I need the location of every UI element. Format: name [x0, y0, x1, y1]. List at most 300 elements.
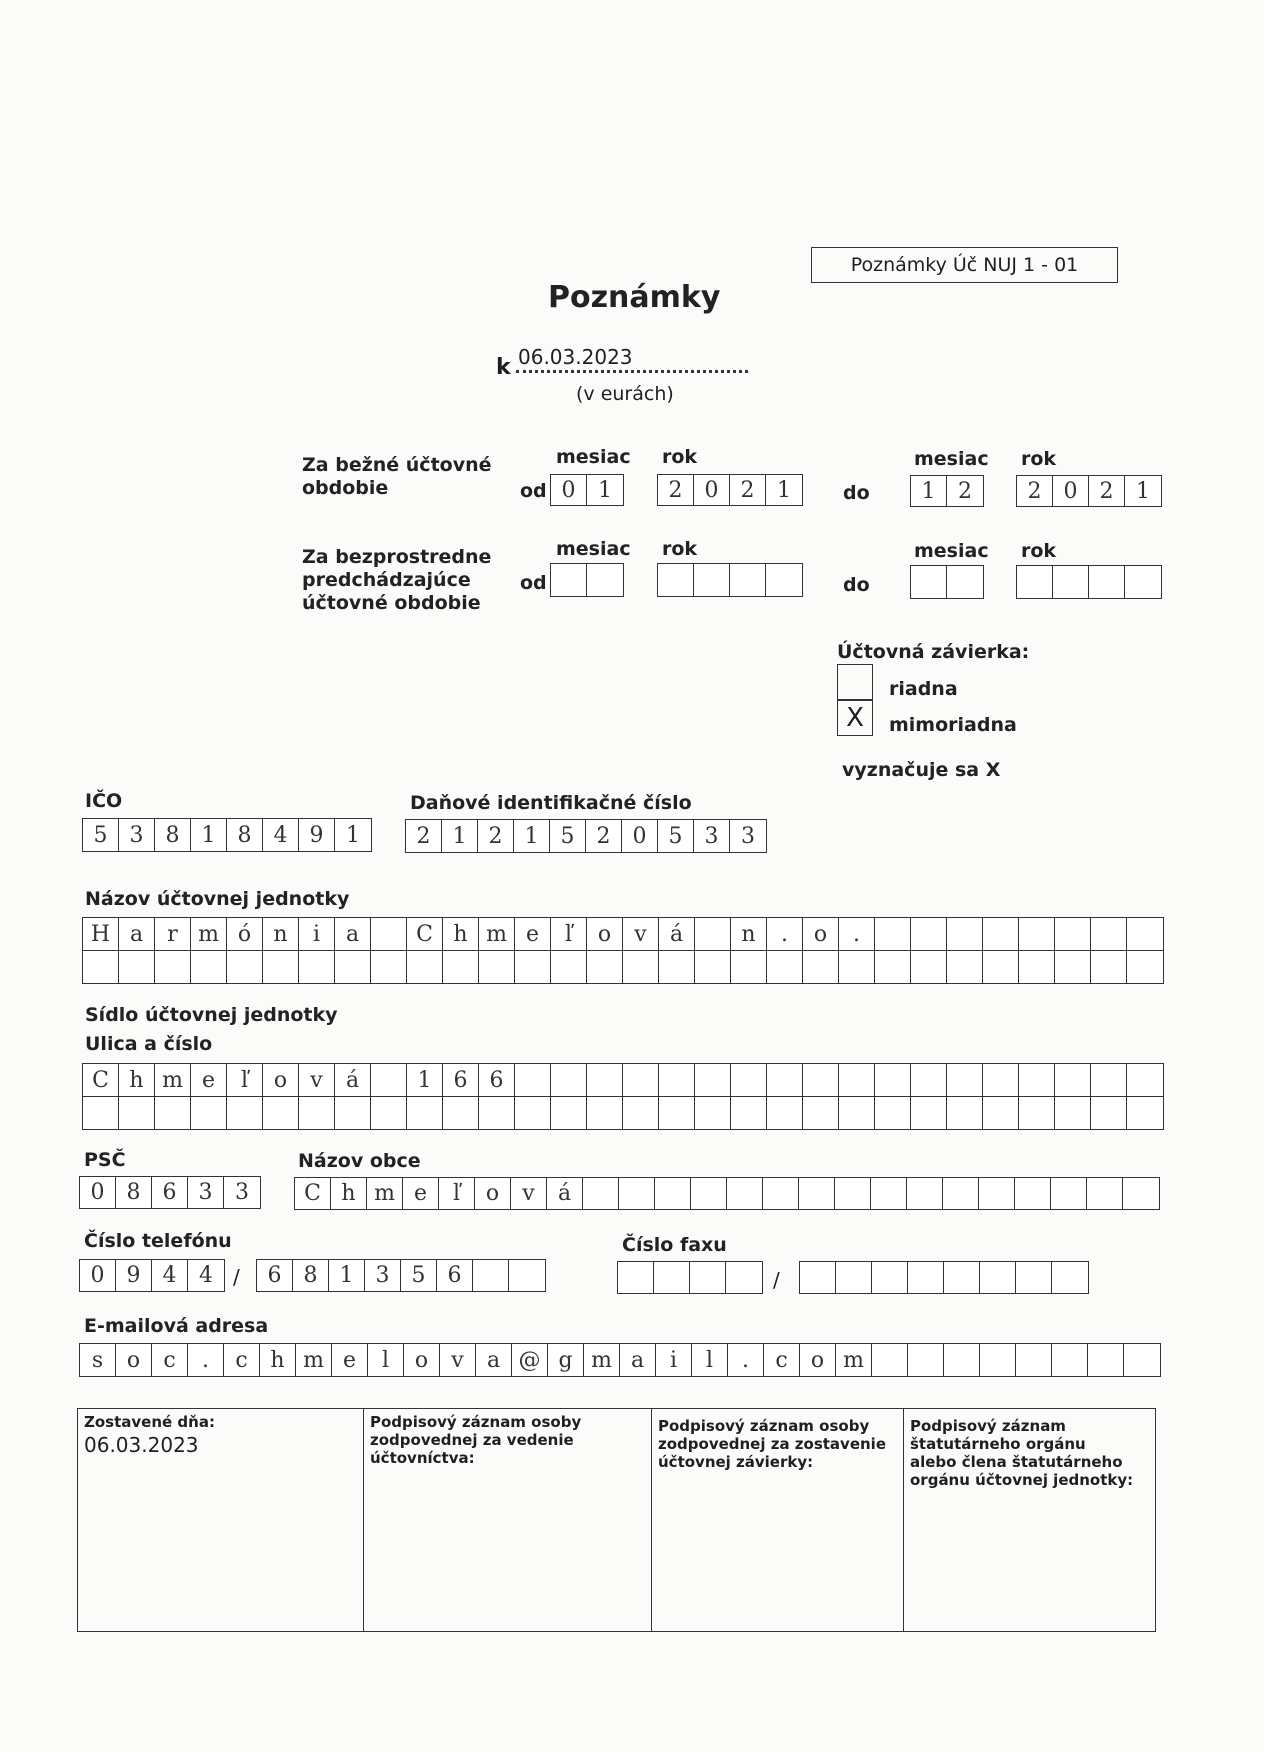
char-cell[interactable]	[515, 951, 551, 983]
char-cell[interactable]: 2	[586, 820, 622, 852]
char-cell[interactable]	[83, 1097, 119, 1129]
previous-do-label: do	[843, 574, 870, 596]
char-cell[interactable]	[726, 1262, 762, 1293]
zavierka-label: Účtovná závierka:	[837, 641, 1030, 663]
char-cell[interactable]	[1015, 1178, 1051, 1209]
char-cell[interactable]	[1055, 951, 1091, 983]
char-cell[interactable]: 0	[1053, 476, 1089, 506]
char-cell[interactable]: 0	[694, 475, 730, 505]
char-cell[interactable]	[695, 951, 731, 983]
char-cell[interactable]	[1087, 1178, 1123, 1209]
char-cell[interactable]	[911, 1064, 947, 1096]
zostavene-cell	[84, 1413, 215, 1457]
char-cell[interactable]	[1088, 1344, 1124, 1376]
char-cell[interactable]: l	[692, 1344, 728, 1376]
char-cell[interactable]	[839, 1064, 875, 1096]
telefon-label: Číslo telefónu	[84, 1230, 232, 1252]
char-cell[interactable]	[911, 566, 947, 598]
char-cell[interactable]	[655, 1178, 691, 1209]
char-cell[interactable]: 5	[401, 1260, 437, 1291]
char-cell[interactable]	[1051, 1178, 1087, 1209]
char-cell[interactable]: .	[728, 1344, 764, 1376]
char-cell[interactable]: á	[335, 1064, 371, 1096]
char-cell[interactable]	[767, 951, 803, 983]
char-cell[interactable]	[731, 1064, 767, 1096]
char-cell[interactable]: 1	[911, 476, 947, 506]
current-do-label: do	[843, 482, 870, 504]
char-cell[interactable]	[658, 564, 694, 596]
char-cell[interactable]	[227, 951, 263, 983]
char-cell[interactable]	[515, 1097, 551, 1129]
char-cell[interactable]: e	[403, 1178, 439, 1209]
char-cell[interactable]	[619, 1178, 655, 1209]
char-cell[interactable]: o	[475, 1178, 511, 1209]
char-cell[interactable]	[191, 1097, 227, 1129]
char-cell[interactable]: 3	[741, 823, 755, 849]
ulica-field[interactable]	[82, 1063, 1164, 1130]
signature-statutar-label: Podpisový záznam štatutárneho orgánu alebo člena štatutárneho orgánu účtovnej jednotky:	[910, 1417, 1134, 1489]
char-cell[interactable]	[947, 918, 983, 950]
char-cell[interactable]	[839, 1097, 875, 1129]
char-cell[interactable]: l	[368, 1344, 404, 1376]
char-cell[interactable]: 2	[1089, 476, 1125, 506]
char-cell[interactable]	[1127, 1064, 1163, 1096]
telefon-slash: /	[233, 1265, 240, 1289]
current-rok-from-label: rok	[662, 446, 698, 468]
signature-divider-3	[903, 1409, 904, 1631]
char-cell[interactable]	[983, 1097, 1019, 1129]
char-cell[interactable]	[1019, 951, 1055, 983]
char-cell[interactable]: 2	[406, 820, 442, 852]
char-cell[interactable]: 8	[155, 819, 191, 851]
char-cell[interactable]	[587, 1064, 623, 1096]
char-cell[interactable]: 2	[730, 475, 766, 505]
char-cell[interactable]	[691, 1178, 727, 1209]
current-from-year[interactable]	[657, 474, 803, 506]
char-cell[interactable]	[299, 951, 335, 983]
char-cell[interactable]: 1	[514, 820, 550, 852]
char-cell[interactable]: m	[155, 1064, 191, 1096]
char-cell[interactable]: 0	[622, 820, 658, 852]
telefon-number-field[interactable]	[256, 1259, 546, 1292]
char-cell[interactable]: 5	[658, 820, 694, 852]
char-row	[83, 1064, 1163, 1097]
char-cell[interactable]	[803, 951, 839, 983]
char-cell[interactable]: 1	[442, 820, 478, 852]
char-cell[interactable]: 3	[119, 819, 155, 851]
previous-to-year[interactable]	[1016, 565, 1162, 599]
char-cell[interactable]: C	[83, 1064, 119, 1096]
char-cell[interactable]: a	[119, 918, 155, 950]
char-cell[interactable]	[551, 1097, 587, 1129]
char-cell[interactable]: ľ	[227, 1064, 263, 1096]
char-cell[interactable]	[1055, 1097, 1091, 1129]
char-cell[interactable]	[979, 1178, 1015, 1209]
char-cell[interactable]: m	[367, 1178, 403, 1209]
current-mesiac-from-label: mesiac	[556, 446, 631, 468]
email-field[interactable]	[79, 1343, 1161, 1377]
char-cell[interactable]	[623, 1064, 659, 1096]
char-cell[interactable]	[1091, 1097, 1127, 1129]
char-cell[interactable]	[944, 1344, 980, 1376]
char-cell[interactable]	[479, 951, 515, 983]
char-cell[interactable]	[659, 1064, 695, 1096]
page-title: Poznámky	[548, 280, 721, 315]
char-cell[interactable]: 1	[191, 819, 227, 851]
char-cell[interactable]	[947, 1097, 983, 1129]
char-cell[interactable]	[623, 1097, 659, 1129]
char-cell[interactable]: r	[155, 918, 191, 950]
form-code-box	[811, 247, 1118, 283]
char-cell[interactable]: n	[731, 918, 767, 950]
char-cell[interactable]	[155, 951, 191, 983]
char-cell[interactable]: a	[620, 1344, 656, 1376]
char-cell[interactable]	[947, 951, 983, 983]
char-cell[interactable]: v	[623, 918, 659, 950]
char-cell[interactable]	[191, 951, 227, 983]
char-cell[interactable]	[1052, 1344, 1088, 1376]
char-cell[interactable]: @	[512, 1344, 548, 1376]
char-cell[interactable]: m	[584, 1344, 620, 1376]
char-cell[interactable]	[551, 564, 587, 596]
char-cell[interactable]: 1	[1136, 478, 1150, 504]
char-cell[interactable]	[119, 951, 155, 983]
char-cell[interactable]	[551, 1064, 587, 1096]
char-cell[interactable]: n	[263, 918, 299, 950]
char-cell[interactable]: .	[767, 918, 803, 950]
char-cell[interactable]	[515, 1064, 551, 1096]
char-cell[interactable]	[911, 1097, 947, 1129]
char-cell[interactable]: 9	[299, 819, 335, 851]
char-cell[interactable]	[335, 951, 371, 983]
char-cell[interactable]	[836, 1262, 872, 1293]
char-cell[interactable]: h	[260, 1344, 296, 1376]
char-cell[interactable]	[299, 1097, 335, 1129]
char-cell[interactable]: 1	[407, 1064, 443, 1096]
char-cell[interactable]	[479, 1097, 515, 1129]
char-cell[interactable]: e	[515, 918, 551, 950]
char-cell[interactable]: c	[152, 1344, 188, 1376]
char-cell[interactable]: .	[839, 918, 875, 950]
char-cell[interactable]	[155, 1097, 191, 1129]
char-cell[interactable]	[875, 951, 911, 983]
char-cell[interactable]	[659, 1097, 695, 1129]
char-cell[interactable]	[335, 1097, 371, 1129]
char-cell[interactable]	[1055, 1064, 1091, 1096]
char-cell[interactable]	[947, 1064, 983, 1096]
char-cell[interactable]: C	[407, 918, 443, 950]
char-cell[interactable]: 0	[80, 1260, 116, 1291]
char-cell[interactable]	[875, 1097, 911, 1129]
char-cell[interactable]	[839, 951, 875, 983]
char-cell[interactable]	[263, 1097, 299, 1129]
previous-od-label: od	[520, 572, 547, 594]
char-cell[interactable]	[1016, 1344, 1052, 1376]
char-cell[interactable]: 1	[329, 1260, 365, 1291]
obec-field[interactable]	[294, 1177, 1160, 1210]
date-value: 06.03.2023	[518, 345, 633, 369]
char-cell[interactable]: ľ	[551, 918, 587, 950]
char-cell[interactable]: o	[404, 1344, 440, 1376]
char-cell[interactable]	[871, 1178, 907, 1209]
char-cell[interactable]	[980, 1344, 1016, 1376]
char-cell[interactable]: 1	[598, 477, 612, 503]
char-cell[interactable]	[803, 1097, 839, 1129]
char-cell[interactable]	[1125, 566, 1161, 598]
char-cell[interactable]: ó	[227, 918, 263, 950]
char-cell[interactable]: h	[443, 918, 479, 950]
char-cell[interactable]	[943, 1178, 979, 1209]
char-cell[interactable]	[983, 1064, 1019, 1096]
char-cell[interactable]	[371, 918, 407, 950]
char-cell[interactable]	[1123, 1178, 1159, 1209]
char-cell[interactable]: H	[83, 918, 119, 950]
char-cell[interactable]: 4	[199, 1263, 213, 1288]
unit-label: (v eurách)	[576, 383, 674, 405]
char-cell[interactable]	[1019, 1064, 1055, 1096]
char-cell[interactable]: s	[80, 1344, 116, 1376]
char-cell[interactable]: 5	[83, 819, 119, 851]
char-cell[interactable]	[875, 1064, 911, 1096]
char-cell[interactable]	[980, 1262, 1016, 1293]
char-cell[interactable]: o	[116, 1344, 152, 1376]
char-cell[interactable]: 3	[365, 1260, 401, 1291]
char-cell[interactable]	[371, 1097, 407, 1129]
char-cell[interactable]	[551, 951, 587, 983]
char-cell[interactable]	[911, 951, 947, 983]
char-cell[interactable]	[1091, 918, 1127, 950]
char-cell[interactable]	[800, 1262, 836, 1293]
char-cell[interactable]: 8	[227, 819, 263, 851]
char-cell[interactable]: m	[479, 918, 515, 950]
char-cell[interactable]: 6	[437, 1260, 473, 1291]
char-cell[interactable]: á	[547, 1178, 583, 1209]
char-cell[interactable]	[473, 1260, 509, 1291]
char-cell[interactable]	[509, 1260, 545, 1291]
mimoriadna-checkbox[interactable]	[837, 700, 873, 736]
char-cell[interactable]: c	[764, 1344, 800, 1376]
fax-label: Číslo faxu	[622, 1234, 727, 1256]
char-cell[interactable]	[731, 951, 767, 983]
char-cell[interactable]: o	[263, 1064, 299, 1096]
char-cell[interactable]	[908, 1262, 944, 1293]
current-from-month[interactable]	[550, 474, 624, 506]
char-cell[interactable]	[1089, 566, 1125, 598]
char-cell[interactable]	[659, 951, 695, 983]
psc-field[interactable]	[79, 1176, 261, 1209]
char-cell[interactable]: 0	[551, 475, 587, 505]
char-cell[interactable]	[618, 1262, 654, 1293]
char-cell[interactable]	[835, 1178, 871, 1209]
mimoriadna-label: mimoriadna	[889, 714, 1017, 736]
char-cell[interactable]	[944, 1262, 980, 1293]
char-cell[interactable]	[727, 1178, 763, 1209]
char-cell[interactable]	[443, 1097, 479, 1129]
zostavene-label: Zostavené dňa:	[84, 1413, 215, 1431]
char-cell[interactable]	[1127, 1097, 1163, 1129]
char-cell[interactable]: m	[191, 918, 227, 950]
char-cell[interactable]: a	[335, 918, 371, 950]
char-cell[interactable]	[1055, 918, 1091, 950]
ulica-label: Ulica a číslo	[85, 1033, 213, 1055]
zostavene-value: 06.03.2023	[84, 1433, 199, 1457]
current-to-month[interactable]	[910, 475, 984, 507]
char-cell[interactable]: 4	[152, 1260, 188, 1291]
char-cell[interactable]	[690, 1262, 726, 1293]
char-cell[interactable]: 5	[550, 820, 586, 852]
char-cell[interactable]: v	[299, 1064, 335, 1096]
char-cell[interactable]: v	[440, 1344, 476, 1376]
char-cell[interactable]	[947, 566, 983, 598]
char-cell[interactable]	[908, 1344, 944, 1376]
char-cell[interactable]: ľ	[439, 1178, 475, 1209]
char-row	[83, 951, 1163, 983]
char-cell[interactable]	[1127, 918, 1163, 950]
char-cell[interactable]	[83, 951, 119, 983]
char-cell[interactable]: o	[800, 1344, 836, 1376]
char-cell[interactable]	[872, 1344, 908, 1376]
char-cell[interactable]	[730, 564, 766, 596]
char-cell[interactable]: 2	[958, 478, 972, 504]
char-cell[interactable]: C	[295, 1178, 331, 1209]
char-cell[interactable]	[694, 564, 730, 596]
char-cell[interactable]	[1124, 1344, 1160, 1376]
dic-label: Daňové identifikačné číslo	[410, 792, 692, 814]
char-cell[interactable]: 9	[116, 1260, 152, 1291]
char-cell[interactable]	[371, 951, 407, 983]
char-cell[interactable]: á	[659, 918, 695, 950]
char-cell[interactable]: a	[476, 1344, 512, 1376]
signature-table	[77, 1408, 1156, 1632]
signature-zavierka-label: Podpisový záznam osoby zodpovednej za zostavenie účtovnej závierky:	[658, 1417, 886, 1471]
sidlo-label: Sídlo účtovnej jednotky	[85, 1004, 338, 1026]
char-cell[interactable]	[407, 1097, 443, 1129]
char-cell[interactable]	[872, 1262, 908, 1293]
char-cell[interactable]	[443, 951, 479, 983]
mimoriadna-mark: X	[846, 703, 864, 733]
char-cell[interactable]	[983, 951, 1019, 983]
char-cell[interactable]: e	[332, 1344, 368, 1376]
char-cell[interactable]	[1091, 1064, 1127, 1096]
char-cell[interactable]: 1	[346, 822, 360, 848]
ico-field[interactable]	[82, 818, 372, 852]
char-cell[interactable]: 4	[263, 819, 299, 851]
char-cell[interactable]	[766, 564, 802, 596]
char-cell[interactable]: 8	[293, 1260, 329, 1291]
riadna-checkbox[interactable]	[837, 664, 873, 700]
char-cell[interactable]: 8	[116, 1177, 152, 1208]
nazov-field[interactable]	[82, 917, 1164, 984]
char-cell[interactable]	[227, 1097, 263, 1129]
char-cell[interactable]: 6	[257, 1260, 293, 1291]
char-cell[interactable]: 1	[777, 477, 791, 503]
char-row	[83, 1097, 1163, 1129]
telefon-prefix-field[interactable]	[79, 1259, 225, 1292]
char-cell[interactable]: 2	[658, 475, 694, 505]
char-cell[interactable]	[654, 1262, 690, 1293]
char-cell[interactable]: 2	[1017, 476, 1053, 506]
char-cell[interactable]	[1016, 1262, 1052, 1293]
char-cell[interactable]	[583, 1178, 619, 1209]
fax-number-field[interactable]	[799, 1261, 1089, 1294]
char-cell[interactable]: h	[119, 1064, 155, 1096]
char-cell[interactable]	[1127, 951, 1163, 983]
char-cell[interactable]	[1091, 951, 1127, 983]
char-row	[83, 918, 1163, 951]
char-cell[interactable]	[587, 951, 623, 983]
char-cell[interactable]	[983, 918, 1019, 950]
char-cell[interactable]	[623, 951, 659, 983]
char-cell[interactable]: 6	[152, 1177, 188, 1208]
char-cell[interactable]	[587, 1097, 623, 1129]
previous-mesiac-to-label: mesiac	[914, 540, 989, 562]
char-cell[interactable]	[1019, 918, 1055, 950]
char-cell[interactable]: h	[331, 1178, 367, 1209]
char-cell[interactable]	[911, 918, 947, 950]
fax-prefix-field[interactable]	[617, 1261, 763, 1294]
char-cell[interactable]: .	[188, 1344, 224, 1376]
char-cell[interactable]	[763, 1178, 799, 1209]
char-cell[interactable]	[731, 1097, 767, 1129]
obec-label: Názov obce	[298, 1150, 421, 1172]
char-cell[interactable]: o	[587, 918, 623, 950]
char-cell[interactable]	[1053, 566, 1089, 598]
char-cell[interactable]	[407, 951, 443, 983]
char-cell[interactable]: m	[836, 1344, 872, 1376]
char-cell[interactable]	[263, 951, 299, 983]
char-cell[interactable]: 3	[235, 1180, 249, 1205]
nazov-label: Názov účtovnej jednotky	[85, 888, 350, 910]
date-dotted-line	[516, 370, 748, 373]
char-cell[interactable]: v	[511, 1178, 547, 1209]
char-cell[interactable]	[767, 1097, 803, 1129]
char-cell[interactable]: 6	[443, 1064, 479, 1096]
char-cell[interactable]: i	[299, 918, 335, 950]
char-cell[interactable]: 6	[479, 1064, 515, 1096]
char-cell[interactable]	[799, 1178, 835, 1209]
char-cell[interactable]	[371, 1064, 407, 1096]
char-cell[interactable]	[803, 1064, 839, 1096]
char-cell[interactable]	[767, 1064, 803, 1096]
char-cell[interactable]: 0	[80, 1177, 116, 1208]
char-cell[interactable]	[1019, 1097, 1055, 1129]
char-cell[interactable]	[907, 1178, 943, 1209]
form-code: Poznámky Úč NUJ 1 - 01	[850, 254, 1079, 276]
char-cell[interactable]: g	[548, 1344, 584, 1376]
char-cell[interactable]	[1017, 566, 1053, 598]
previous-from-month[interactable]	[550, 563, 624, 597]
char-cell[interactable]	[1052, 1262, 1088, 1293]
char-cell[interactable]	[875, 918, 911, 950]
char-cell[interactable]	[695, 918, 731, 950]
previous-to-month[interactable]	[910, 565, 984, 599]
current-to-year[interactable]	[1016, 475, 1162, 507]
char-cell[interactable]: 3	[694, 820, 730, 852]
char-cell[interactable]	[695, 1064, 731, 1096]
char-cell[interactable]: m	[296, 1344, 332, 1376]
char-cell[interactable]: i	[656, 1344, 692, 1376]
dic-field[interactable]	[405, 819, 767, 853]
char-cell[interactable]: c	[224, 1344, 260, 1376]
char-cell[interactable]: 3	[188, 1177, 224, 1208]
previous-from-year[interactable]	[657, 563, 803, 597]
char-cell[interactable]: e	[191, 1064, 227, 1096]
char-cell[interactable]: o	[803, 918, 839, 950]
char-cell[interactable]	[587, 564, 623, 596]
char-cell[interactable]	[119, 1097, 155, 1129]
char-cell[interactable]	[695, 1097, 731, 1129]
char-cell[interactable]: 2	[478, 820, 514, 852]
